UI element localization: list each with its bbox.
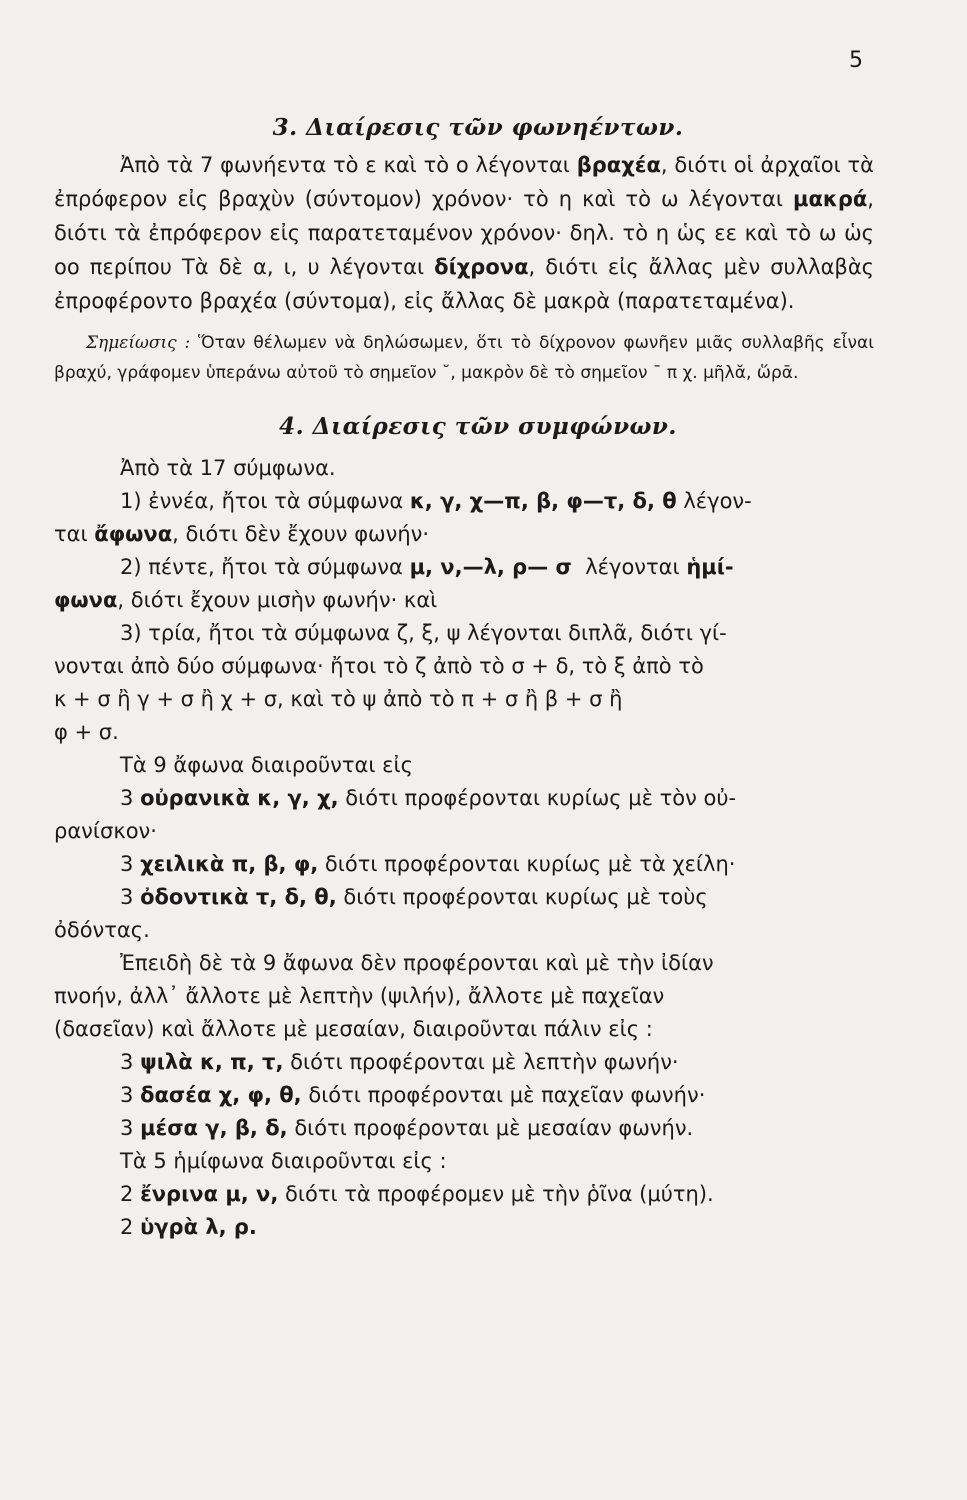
- text-run: 3: [120, 786, 134, 810]
- item-3-line-3: κ + σ ἢ γ + σ ἢ χ + σ, καὶ τὸ ψ ἀπὸ τὸ π + σ ἢ β + σ ἢ: [54, 687, 623, 711]
- dasea-line: [54, 1079, 874, 1112]
- text-run: 1) ἐννέα, ἤτοι τὰ σύμφωνα: [120, 489, 404, 513]
- text-run: 3: [120, 1083, 134, 1107]
- note-text: Ὅταν θέλωμεν νὰ δηλώσωμεν, ὅτι τὸ δίχρονον φωνῆεν μιᾶς συλλαβῆς εἶναι βραχύ, γράφομεν ὑπεράνω αὐτοῦ τὸ σημεῖον ˘, μακρὸν δὲ τὸ σημεῖον ¯ π χ. μῆλᾰ, ὥρᾱ.: [54, 333, 875, 383]
- consonant-list: μ, ν,—λ, ρ— σ: [409, 555, 572, 579]
- term-dichrona: δίχρονα: [434, 255, 529, 279]
- term-nasals: ἔνρινα μ, ν,: [140, 1182, 279, 1206]
- text-run: , διότι τὰ ἐπρόφερον εἰς παρατεταμένον χρόνον· δηλ. τὸ η ὡς εε καὶ τὸ ω ὡς οο περίπου Τὰ δὲ α, ι, υ λέγονται: [54, 187, 874, 279]
- liquids-line: [54, 1211, 874, 1244]
- text-run: 2: [120, 1182, 134, 1206]
- text-run: διότι προφέρονται κυρίως μὲ τὰ χείλη·: [324, 852, 736, 876]
- vowels-paragraph: [54, 148, 874, 318]
- aphona-intro: Τὰ 9 ἄφωνα διαιροῦνται εἰς: [120, 753, 413, 777]
- text-run: , διότι ἔχουν μισὴν φωνήν· καὶ: [117, 588, 438, 612]
- note-label: Σημείωσις :: [86, 333, 191, 353]
- consonant-list: κ, γ, χ—π, β, φ—τ, δ, θ: [409, 489, 677, 513]
- text-run: 2) πέντε, ἤτοι τὰ σύμφωνα: [120, 555, 403, 579]
- term-dentals: ὀδοντικὰ τ, δ, θ,: [140, 885, 337, 909]
- term-liquids: ὑγρὰ λ, ρ.: [140, 1215, 257, 1239]
- text-run: διότι προφέρονται μὲ παχεῖαν φωνήν·: [308, 1083, 706, 1107]
- item-2-line-2: [54, 584, 874, 617]
- term-labials: χειλικὰ π, β, φ,: [140, 852, 319, 876]
- term-mesa: μέσα γ, β, δ,: [140, 1116, 288, 1140]
- term-dasea: δασέα χ, φ, θ,: [140, 1083, 302, 1107]
- term-hemiphona: ἡμί-: [686, 555, 734, 579]
- breath-line-1: Ἐπειδὴ δὲ τὰ 9 ἄφωνα δὲν προφέρονται καὶ μὲ τὴν ἰδίαν: [120, 951, 714, 975]
- text-run: λέγον-: [683, 489, 752, 513]
- nasals-line: [54, 1178, 874, 1211]
- labials-line: [54, 848, 874, 881]
- mesa-line: [54, 1112, 874, 1145]
- text-run: διότι προφέρονται κυρίως μὲ τὸν οὐ-: [345, 786, 737, 810]
- text-run: , διότι δὲν ἔχουν φωνήν·: [172, 522, 430, 546]
- text-run: διότι προφέρονται μὲ μεσαίαν φωνήν.: [294, 1116, 694, 1140]
- text-run: 2: [120, 1215, 134, 1239]
- hemiphona-intro: Τὰ 5 ἡμίφωνα διαιροῦνται εἰς :: [120, 1149, 447, 1173]
- text-run: 3: [120, 885, 134, 909]
- term-short: βραχέα: [576, 153, 661, 177]
- velars-line-1: [54, 782, 874, 815]
- note-paragraph: [54, 328, 874, 388]
- page-body: [54, 108, 874, 1244]
- item-3-line-4: φ + σ.: [54, 720, 119, 744]
- text-run: 3: [120, 852, 134, 876]
- term-psila: ψιλὰ κ, π, τ,: [140, 1050, 284, 1074]
- item-3-line-1: 3) τρία, ἤτοι τὰ σύμφωνα ζ, ξ, ψ λέγονται διπλᾶ, διότι γί-: [120, 621, 727, 645]
- page-number: 5: [849, 48, 863, 73]
- item-3-line-2: νονται ἀπὸ δύο σύμφωνα· ἤτοι τὸ ζ ἀπὸ τὸ σ + δ, τὸ ξ ἀπὸ τὸ: [54, 654, 704, 678]
- text-run: 3: [120, 1050, 134, 1074]
- term-long: μακρά: [793, 187, 868, 211]
- item-2-line-1: [54, 551, 874, 584]
- text-run: 3: [120, 1116, 134, 1140]
- text-run: διότι τὰ προφέρομεν μὲ τὴν ῥῖνα (μύτη).: [285, 1182, 714, 1206]
- psila-line: [54, 1046, 874, 1079]
- text-run: , διότι εἰς ἄλλας μὲν συλλαβὰς ἐπροφέροντο βραχέα (σύντομα), εἰς ἄλλας δὲ μακρὰ (παρατεταμένα).: [54, 255, 874, 313]
- term-velars: οὐρανικὰ κ, γ, χ,: [140, 786, 339, 810]
- text-run: Ἀπὸ τὰ 7 φωνήεντα τὸ ε καὶ τὸ ο λέγονται: [120, 153, 570, 177]
- text-run: , διότι οἱ ἀρχαῖοι τὰ ἐπρόφερον εἰς βραχὺν (σύντομον) χρόνον· τὸ η καὶ τὸ ω λέγονται: [54, 153, 874, 211]
- velars-line-2: ρανίσκον·: [54, 819, 157, 843]
- section-heading-vowels: 3. Διαίρεσις τῶν φωνηέντων.: [272, 114, 684, 141]
- dentals-line-2: ὀδόντας.: [54, 918, 150, 942]
- dentals-line-1: [54, 881, 874, 914]
- text-run: ται: [54, 522, 88, 546]
- term-hemiphona-end: φωνα: [54, 588, 118, 612]
- term-aphona: ἄφωνα: [94, 522, 173, 546]
- item-1-line-1: [54, 485, 874, 518]
- item-1-line-2: [54, 518, 874, 551]
- text-run: λέγονται: [585, 555, 680, 579]
- text-run: διότι προφέρονται μὲ λεπτὴν φωνήν·: [290, 1050, 679, 1074]
- section-heading-consonants: 4. Διαίρεσις τῶν συμφώνων.: [279, 413, 677, 440]
- text-run: διότι προφέρονται κυρίως μὲ τοὺς: [343, 885, 708, 909]
- breath-line-2: πνοήν, ἀλλ᾽ ἄλλοτε μὲ λεπτὴν (ψιλήν), ἄλλοτε μὲ παχεῖαν: [54, 984, 665, 1008]
- breath-line-3: (δασεῖαν) καὶ ἄλλοτε μὲ μεσαίαν, διαιροῦνται πάλιν εἰς :: [54, 1017, 653, 1041]
- consonants-intro: Ἀπὸ τὰ 17 σύμφωνα.: [120, 456, 336, 480]
